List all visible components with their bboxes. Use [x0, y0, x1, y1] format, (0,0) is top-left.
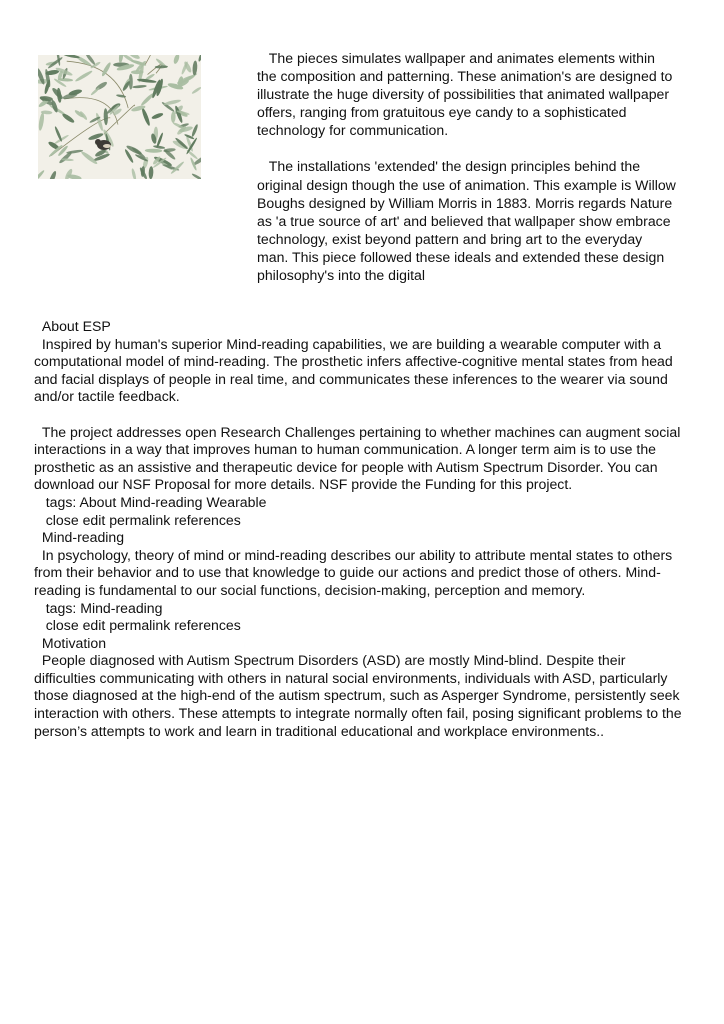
section-heading-mind-reading: Mind-reading: [34, 529, 125, 546]
motivation-paragraph: People diagnosed with Autism Spectrum Disorders (ASD) are mostly Mind-blind. Despite their difficulties communicating with others in natural social environments, individuals with ASD, particularly those diagnosed at the high-end of the autism spectrum, such as Asperger Syndrome, persistently seek interaction with others. These attempts to integrate normally often fail, posing significant problems to the person’s attempts to work and learn in traditional educational and workplace environments..: [34, 652, 686, 739]
about-esp-paragraph: The project addresses open Research Challenges pertaining to whether machines can augment social interactions in a way that improves human to human communication. A longer term aim is to use the prosthetic as an assistive and therapeutic device for people with Autism Spectrum Disorder. You can download our NSF Proposal for more details. NSF provide the Funding for this project.: [34, 423, 685, 493]
tags-line[interactable]: tags: About Mind-reading Wearable: [34, 493, 267, 510]
section-heading-motivation: Motivation: [34, 634, 107, 651]
main-content: [34, 318, 686, 740]
willow-boughs-wallpaper-image: [38, 55, 201, 179]
paragraph-spacer: [34, 406, 686, 424]
tags-line[interactable]: tags: Mind-reading: [34, 599, 163, 616]
intro-paragraph: The pieces simulates wallpaper and animates elements within the composition and patterning. These animation's are designed to illustrate the huge diversity of possibilities that animated wallpaper offers, ranging from gratuitous eye candy to a sophisticated technology for communication.: [257, 50, 677, 139]
mind-reading-paragraph: In psychology, theory of mind or mind-reading describes our ability to attribute mental states to others from their behavior and to use that knowledge to guide our actions and predict those of others. Mind-reading is fundamental to our social functions, decision-making, perception and memory.: [34, 546, 677, 598]
section-heading-about-esp: About ESP: [34, 318, 111, 334]
entry-actions-line[interactable]: close edit permalink references: [34, 511, 241, 528]
intro-paragraph: The installations 'extended' the design principles behind the original design though the use of animation. This example is Willow Boughs designed by William Morris in 1883. Morris regards Nature as 'a true source of art' and believed that wallpaper show embrace technology, exist beyond pattern and bring art to the everyday man. This piece followed these ideals and extended these design philosophy's into the digital: [257, 158, 680, 284]
intro-text-column: [257, 49, 680, 284]
about-esp-paragraph: Inspired by human's superior Mind-reading capabilities, we are building a wearable computer with a computational model of mind-reading. The prosthetic infers affective-cognitive mental states from head and facial displays of people in real time, and communicates these inferences to the wearer via sound and/or tactile feedback.: [34, 335, 677, 405]
entry-actions-line[interactable]: close edit permalink references: [34, 617, 241, 634]
